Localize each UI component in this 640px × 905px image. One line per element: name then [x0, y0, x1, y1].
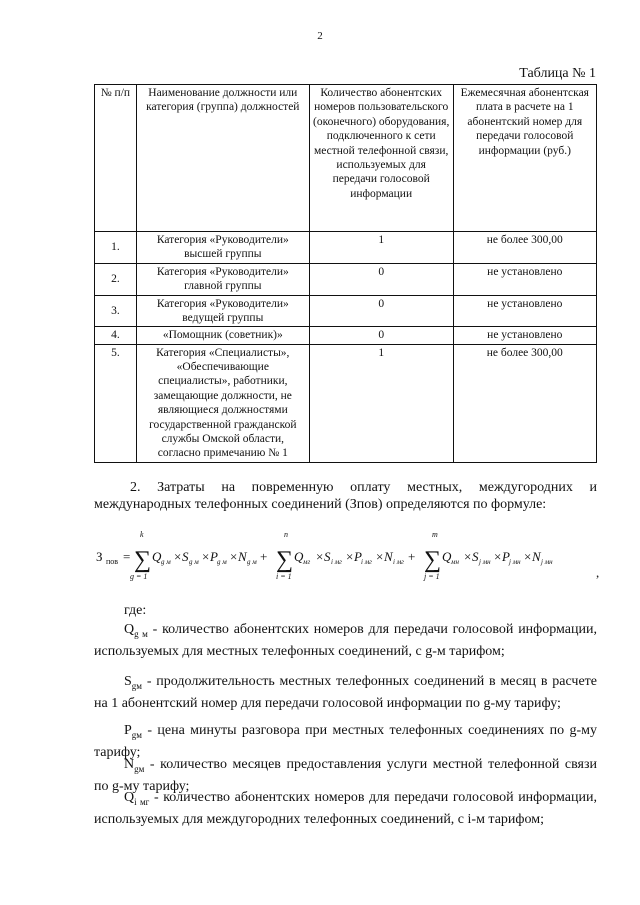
cost-formula	[96, 527, 616, 587]
table-row	[95, 263, 597, 295]
formula-lhs-sub: пов	[106, 557, 119, 566]
definition-item: $Q_{i мг}$ - количество абонентских номеров для передачи голосовой информации, используемых для междугородних телефонных соединений, с i-м тарифом;	[94, 790, 597, 827]
svg-text:j мн: j мн	[541, 558, 553, 566]
svg-text:,: ,	[596, 565, 600, 580]
table-row	[95, 344, 597, 462]
svg-text:P: P	[502, 549, 510, 564]
svg-text:i мг: i мг	[393, 558, 404, 566]
table-header-row	[95, 85, 597, 232]
svg-text:×: ×	[174, 549, 182, 564]
sum2-top: n	[284, 530, 288, 539]
row-position: Категория «Руководители» высшей группы	[136, 232, 309, 264]
svg-text:×: ×	[202, 549, 210, 564]
row-number: 2.	[95, 263, 137, 295]
svg-text:j мн: j мн	[509, 558, 521, 566]
header-fee: Ежемесячная абонентская плата в расчете на 1 абонентский номер для передачи голосовой информации (руб.)	[453, 85, 596, 232]
svg-text:×: ×	[230, 549, 238, 564]
row-fee: не более 300,00	[453, 232, 596, 264]
svg-text:×: ×	[494, 549, 502, 564]
allocation-table	[94, 84, 597, 463]
row-number: 1.	[95, 232, 137, 264]
row-position: Категория «Руководители» главной группы	[136, 263, 309, 295]
definition-item: $Q_{g м}$ - количество абонентских номеров для передачи голосовой информации, используемых для местных телефонных соединений, с g-м тарифом;	[94, 622, 597, 659]
svg-text:Q: Q	[442, 549, 452, 564]
row-position: «Помощник (советник)»	[136, 327, 309, 344]
sum1-top: k	[140, 530, 144, 539]
header-quantity: Количество абонентских номеров пользовательского (оконечного) оборудования, подключенного к сети местной телефонной связи, используемых для передачи голосовой информации	[309, 85, 453, 232]
svg-text:∑: ∑	[134, 547, 152, 573]
svg-text:S: S	[182, 549, 189, 564]
sum2-bottom: i = 1	[276, 572, 292, 581]
row-fee: не установлено	[453, 327, 596, 344]
svg-text:S: S	[472, 549, 479, 564]
svg-text:g м: g м	[161, 558, 171, 566]
row-fee: не более 300,00	[453, 344, 596, 462]
row-quantity: 1	[309, 344, 453, 462]
row-quantity: 0	[309, 263, 453, 295]
svg-text:+: +	[408, 549, 416, 564]
header-number: № п/п	[95, 85, 137, 232]
row-number: 5.	[95, 344, 137, 462]
row-quantity: 1	[309, 232, 453, 264]
sum3-top: m	[432, 530, 438, 539]
svg-text:Q: Q	[152, 549, 162, 564]
definition-item: $P_{gм}$ - цена минуты разговора при местных телефонных соединениях по g-му тарифу;	[94, 723, 597, 760]
svg-text:=: =	[123, 549, 131, 564]
svg-text:i мг: i мг	[331, 558, 342, 566]
svg-text:g м: g м	[247, 558, 257, 566]
formula-lhs: З	[96, 549, 103, 564]
definition-item: $S_{gм}$ - продолжительность местных телефонных соединений в месяц в расчете на 1 абонентский номер для передачи голосовой информации по g-му тарифу;	[94, 674, 597, 711]
where-label: где:	[124, 603, 147, 618]
svg-text:мн: мн	[451, 558, 459, 566]
page-number: 2	[317, 30, 323, 42]
svg-text:+: +	[260, 549, 268, 564]
svg-text:∑: ∑	[276, 547, 294, 573]
table-caption: Таблица № 1	[519, 66, 596, 81]
svg-text:мг: мг	[303, 558, 311, 566]
intro-paragraph: 2. Затраты на повременную оплату местных, междугородних и международных телефонных соединений (Зпов) определяются по формуле:	[94, 480, 597, 512]
row-number: 3.	[95, 295, 137, 327]
table-row	[95, 327, 597, 344]
sum1-bottom: g = 1	[130, 572, 148, 581]
svg-text:S: S	[324, 549, 331, 564]
table-row	[95, 232, 597, 264]
svg-text:g м: g м	[189, 558, 199, 566]
table-row	[95, 295, 597, 327]
svg-text:×: ×	[376, 549, 384, 564]
svg-text:×: ×	[346, 549, 354, 564]
sum3-bottom: j = 1	[424, 572, 440, 581]
row-number: 4.	[95, 327, 137, 344]
row-quantity: 0	[309, 295, 453, 327]
row-position: Категория «Специалисты», «Обеспечивающие специалисты», работники, замещающие должности, не являющиеся должностями государственной гражданской службы Омской области, согласно примечанию № 1	[136, 344, 309, 462]
row-quantity: 0	[309, 327, 453, 344]
row-position: Категория «Руководители» ведущей группы	[136, 295, 309, 327]
svg-text:P: P	[210, 549, 218, 564]
svg-text:N: N	[238, 549, 247, 564]
svg-text:×: ×	[524, 549, 532, 564]
svg-text:i мг: i мг	[361, 558, 372, 566]
row-fee: не установлено	[453, 295, 596, 327]
svg-text:×: ×	[464, 549, 472, 564]
row-fee: не установлено	[453, 263, 596, 295]
svg-text:N: N	[532, 549, 541, 564]
svg-text:×: ×	[316, 549, 324, 564]
svg-text:j мн: j мн	[479, 558, 491, 566]
definition-item: $N_{gм}$ - количество месяцев предоставления услуги местной телефонной связи по g-му тарифу;	[94, 757, 597, 794]
svg-text:N: N	[384, 549, 393, 564]
svg-text:g м: g м	[217, 558, 227, 566]
header-position: Наименование должности или категория (группа) должностей	[136, 85, 309, 232]
svg-text:Q: Q	[294, 549, 304, 564]
svg-text:P: P	[354, 549, 362, 564]
svg-text:∑: ∑	[424, 547, 442, 573]
